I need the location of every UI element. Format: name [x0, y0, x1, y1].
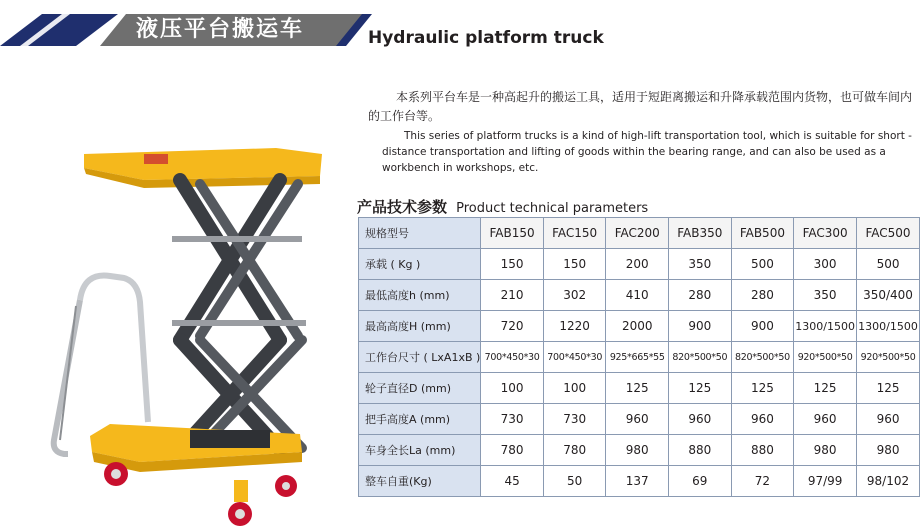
hydraulic-truck-illustration — [40, 140, 330, 530]
description-en: This series of platform trucks is a kind of high-lift transportation tool, which is suitable for short -distance transportation and lifting of goods within the bearing range, and can also be used as a workbench in workshops, etc. — [382, 130, 912, 174]
table-cell: 1300/1500 — [857, 311, 920, 342]
table-cell: 960 — [606, 404, 669, 435]
page-title-en: Hydraulic platform truck — [368, 28, 604, 48]
table-cell: 700*450*30 — [543, 342, 606, 373]
table-cell: 780 — [543, 435, 606, 466]
table-cell: 410 — [606, 280, 669, 311]
table-cell: 150 — [543, 249, 606, 280]
table-cell: 820*500*50 — [731, 342, 794, 373]
table-cell: 1220 — [543, 311, 606, 342]
table-cell: 210 — [481, 280, 544, 311]
table-row — [359, 311, 920, 342]
table-cell: 880 — [669, 435, 732, 466]
table-cell: 50 — [543, 466, 606, 497]
table-cell: 780 — [481, 435, 544, 466]
table-cell: 350 — [794, 280, 857, 311]
table-cell: 125 — [606, 373, 669, 404]
description-cn: 本系列平台车是一种高起升的搬运工具，适用于短距离搬运和升降承载范围内货物，也可做车间内的工作台等。 — [368, 90, 913, 123]
table-cell: 2000 — [606, 311, 669, 342]
model-header: FAB150 — [481, 218, 544, 249]
row-label: 工作台尺寸 ( LxA1xB ) — [359, 342, 481, 373]
table-cell: 980 — [857, 435, 920, 466]
table-cell: 125 — [731, 373, 794, 404]
model-header: FAC300 — [794, 218, 857, 249]
model-header: FAB350 — [669, 218, 732, 249]
table-cell: 125 — [669, 373, 732, 404]
table-cell: 350 — [669, 249, 732, 280]
table-cell: 69 — [669, 466, 732, 497]
header-banner — [0, 0, 380, 52]
table-cell: 137 — [606, 466, 669, 497]
table-cell: 730 — [481, 404, 544, 435]
table-cell: 980 — [794, 435, 857, 466]
model-header: FAC150 — [543, 218, 606, 249]
table-cell: 925*665*55 — [606, 342, 669, 373]
table-cell: 280 — [731, 280, 794, 311]
page-title-cn: 液压平台搬运车 — [136, 17, 305, 42]
table-cell: 97/99 — [794, 466, 857, 497]
table-row — [359, 404, 920, 435]
row-label: 最低高度h (mm) — [359, 280, 481, 311]
table-cell: 960 — [731, 404, 794, 435]
table-row — [359, 435, 920, 466]
table-cell: 920*500*50 — [794, 342, 857, 373]
table-row — [359, 342, 920, 373]
table-cell: 960 — [794, 404, 857, 435]
table-cell: 125 — [857, 373, 920, 404]
table-cell: 1300/1500 — [794, 311, 857, 342]
table-cell: 98/102 — [857, 466, 920, 497]
table-cell: 100 — [481, 373, 544, 404]
table-cell: 900 — [669, 311, 732, 342]
table-row — [359, 280, 920, 311]
table-cell: 730 — [543, 404, 606, 435]
model-header: FAC200 — [606, 218, 669, 249]
table-cell: 880 — [731, 435, 794, 466]
specs-heading-cn: 产品技术参数 — [357, 198, 448, 216]
row-label: 整车自重(Kg) — [359, 466, 481, 497]
table-cell: 45 — [481, 466, 544, 497]
specs-heading — [357, 196, 648, 217]
table-cell: 150 — [481, 249, 544, 280]
table-cell: 100 — [543, 373, 606, 404]
table-cell: 302 — [543, 280, 606, 311]
row-label: 车身全长La (mm) — [359, 435, 481, 466]
row-label: 把手高度A (mm) — [359, 404, 481, 435]
table-row — [359, 373, 920, 404]
table-row — [359, 466, 920, 497]
table-cell: 125 — [794, 373, 857, 404]
specs-heading-en: Product technical parameters — [456, 201, 649, 216]
table-row — [359, 249, 920, 280]
table-cell: 980 — [606, 435, 669, 466]
table-cell: 960 — [669, 404, 732, 435]
model-header: FAB500 — [731, 218, 794, 249]
row-label: 轮子直径D (mm) — [359, 373, 481, 404]
table-cell: 820*500*50 — [669, 342, 732, 373]
spec-table-header-row — [359, 218, 920, 249]
model-header: FAC500 — [857, 218, 920, 249]
table-cell: 960 — [857, 404, 920, 435]
table-cell: 500 — [731, 249, 794, 280]
table-cell: 300 — [794, 249, 857, 280]
spec-table — [358, 217, 920, 497]
table-cell: 72 — [731, 466, 794, 497]
table-cell: 700*450*30 — [481, 342, 544, 373]
header-label: 规格型号 — [359, 218, 481, 249]
row-label: 最高高度H (mm) — [359, 311, 481, 342]
row-label: 承载 ( Kg ) — [359, 249, 481, 280]
table-cell: 900 — [731, 311, 794, 342]
table-cell: 920*500*50 — [857, 342, 920, 373]
table-cell: 200 — [606, 249, 669, 280]
table-cell: 280 — [669, 280, 732, 311]
table-cell: 500 — [857, 249, 920, 280]
table-cell: 720 — [481, 311, 544, 342]
table-cell: 350/400 — [857, 280, 920, 311]
